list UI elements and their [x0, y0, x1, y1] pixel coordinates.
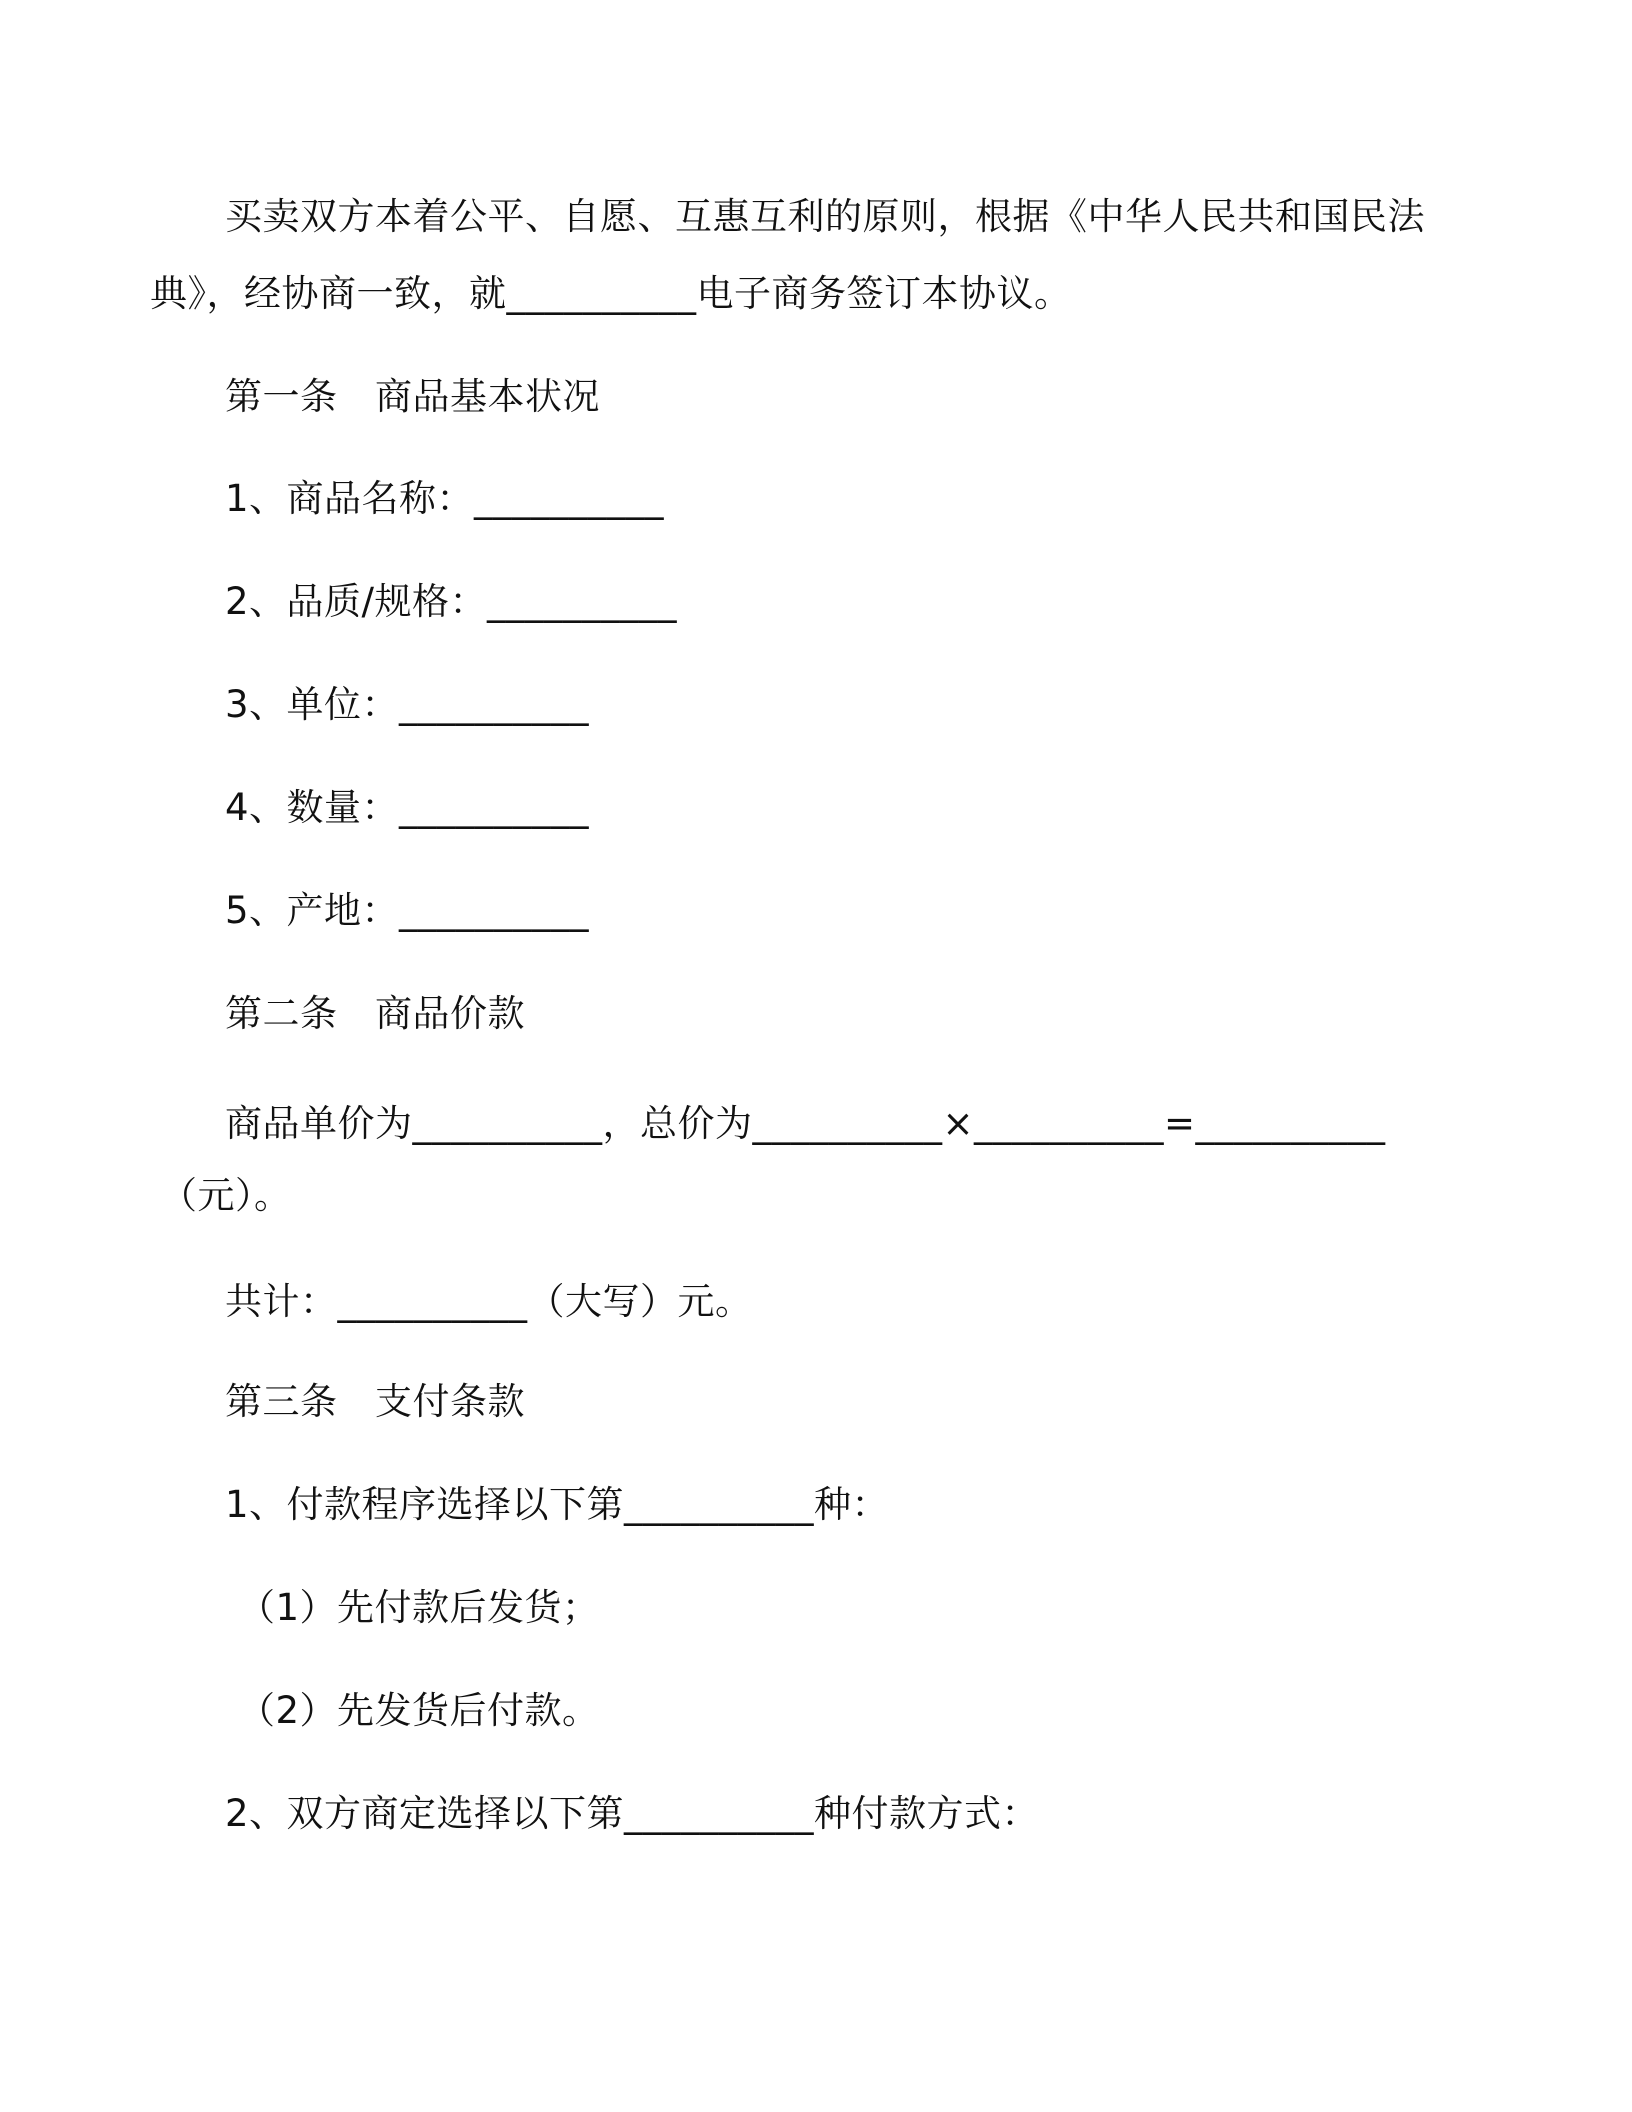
intro-paragraph-line2: 典》，经协商一致，就__________电子商务签订本协议。	[150, 272, 1072, 315]
article1-heading: 第一条 商品基本状况	[225, 375, 600, 418]
payment-option-postpay: （2）先发货后付款。	[238, 1689, 600, 1732]
price-line1: 商品单价为__________，总价为__________×__________=__________	[225, 1102, 1386, 1145]
article2-heading: 第二条 商品价款	[225, 992, 525, 1035]
goods-unit-item: 3、单位：__________	[225, 683, 590, 726]
goods-origin-item: 5、产地：__________	[225, 889, 590, 932]
payment-method-item: 2、双方商定选择以下第__________种付款方式：	[225, 1792, 1040, 1835]
goods-spec-item: 2、品质/规格：__________	[225, 580, 678, 623]
payment-option-prepay: （1）先付款后发货；	[238, 1586, 600, 1629]
article3-heading: 第三条 支付条款	[225, 1380, 525, 1423]
payment-procedure-item: 1、付款程序选择以下第__________种：	[225, 1483, 890, 1526]
price-line2: （元）。	[160, 1174, 292, 1217]
intro-paragraph-line1: 买卖双方本着公平、自愿、互惠互利的原则，根据《中华人民共和国民法	[225, 195, 1425, 238]
total-amount-line: 共计：__________（大写）元。	[225, 1280, 753, 1323]
goods-quantity-item: 4、数量：__________	[225, 786, 590, 829]
goods-name-item: 1、商品名称：__________	[225, 477, 665, 520]
